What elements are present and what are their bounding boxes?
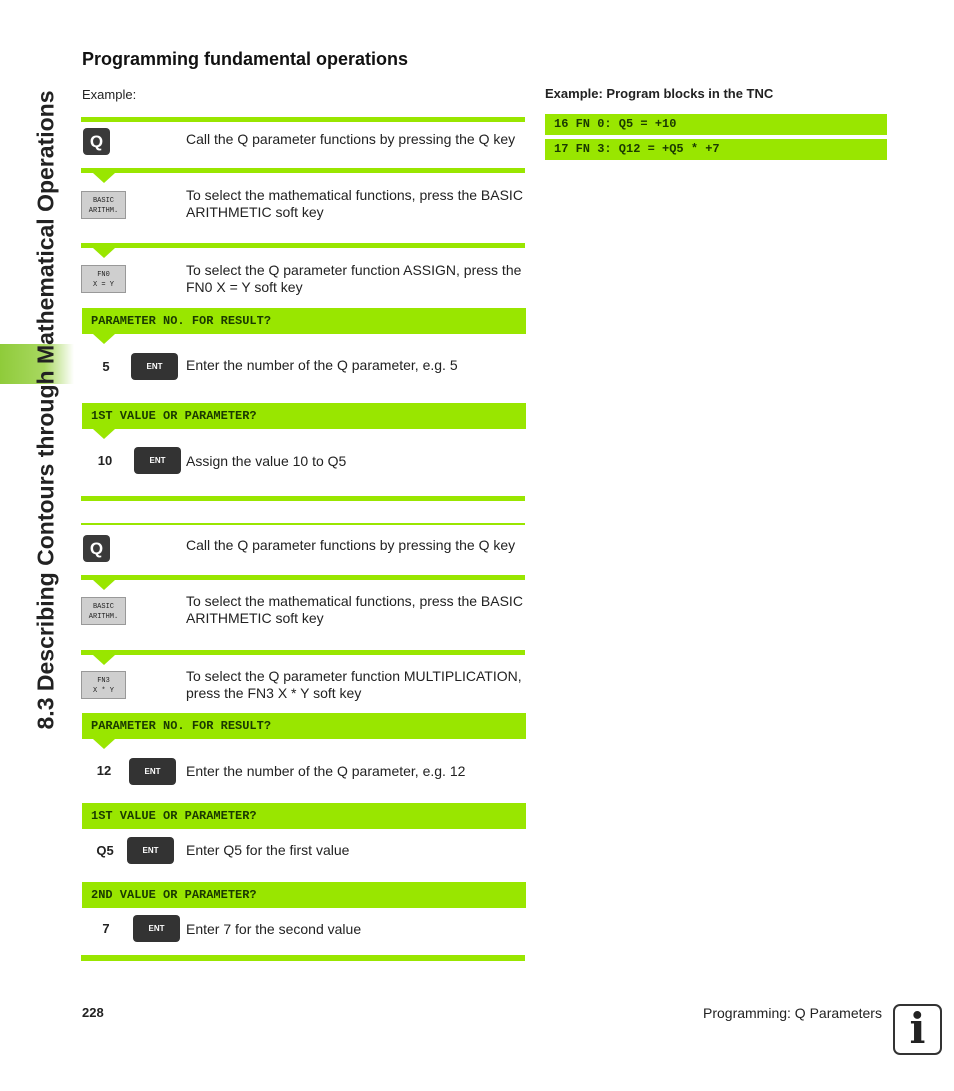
step-description: To select the mathematical functions, press the BASIC ARITHMETIC soft key xyxy=(186,187,523,220)
separator-line xyxy=(81,575,525,580)
ent-key: ENT xyxy=(133,915,180,942)
chapter-side-title xyxy=(20,50,72,770)
step-arrow xyxy=(93,173,115,183)
step-description: To select the Q parameter function MULTIPLICATION, press the FN3 X * Y soft key xyxy=(186,668,522,701)
softkey-label: BASIC xyxy=(92,197,114,205)
chapter-side-title-text: 8.3 Describing Contours through Mathematical Operations xyxy=(32,90,59,730)
separator-line xyxy=(81,523,525,525)
step-description: To select the Q parameter function ASSIGN, press the FN0 X = Y soft key xyxy=(186,262,522,295)
section-heading: Programming fundamental operations xyxy=(82,49,409,69)
separator-line xyxy=(81,117,525,122)
dialog-prompt: 2ND VALUE OR PARAMETER? xyxy=(82,882,526,908)
code-line: 16 FN 0: Q5 = +10 xyxy=(545,114,887,135)
basic-arithmetic-softkey xyxy=(81,597,126,625)
step-description: To select the mathematical functions, press the BASIC ARITHMETIC soft key xyxy=(186,593,523,626)
ent-key: ENT xyxy=(134,447,181,474)
input-value: 10 xyxy=(97,453,113,468)
separator-line xyxy=(81,650,525,655)
dialog-prompt: 1ST VALUE OR PARAMETER? xyxy=(82,803,526,829)
softkey-label: FN0 xyxy=(97,271,110,279)
info-icon: i xyxy=(893,1004,942,1055)
step-description: Enter Q5 for the first value xyxy=(186,842,350,858)
input-value: 5 xyxy=(102,359,110,374)
softkey-label: X * Y xyxy=(92,687,114,695)
step-arrow xyxy=(93,429,115,439)
step-arrow xyxy=(93,334,115,344)
separator-line xyxy=(81,168,525,173)
basic-arithmetic-softkey xyxy=(81,191,126,219)
dialog-prompt: 1ST VALUE OR PARAMETER? xyxy=(82,403,526,429)
step-arrow xyxy=(93,655,115,665)
softkey-label: ARITHM. xyxy=(88,613,119,621)
softkey-label: X = Y xyxy=(92,281,114,289)
ent-key: ENT xyxy=(129,758,176,785)
code-line: 17 FN 3: Q12 = +Q5 * +7 xyxy=(545,139,887,160)
step-description: Assign the value 10 to Q5 xyxy=(186,453,347,469)
separator-line xyxy=(81,496,525,501)
footer-chapter-title: Programming: Q Parameters xyxy=(703,1005,882,1021)
ent-key: ENT xyxy=(127,837,174,864)
step-arrow xyxy=(93,739,115,749)
dialog-prompt: PARAMETER NO. FOR RESULT? xyxy=(82,713,526,739)
dialog-prompt: PARAMETER NO. FOR RESULT? xyxy=(82,308,526,334)
step-description: Call the Q parameter functions by pressing the Q key xyxy=(186,537,516,553)
softkey-label: BASIC xyxy=(92,603,114,611)
fn3-softkey xyxy=(81,671,126,699)
example-label: Example: xyxy=(82,87,137,102)
input-value: 7 xyxy=(102,921,110,936)
step-description: Enter the number of the Q parameter, e.g. 5 xyxy=(186,357,458,373)
program-example-heading: Example: Program blocks in the TNC xyxy=(545,86,774,101)
step-description: Enter 7 for the second value xyxy=(186,921,362,937)
ent-key: ENT xyxy=(131,353,178,380)
step-description: Enter the number of the Q parameter, e.g. 12 xyxy=(186,763,466,779)
step-description: Call the Q parameter functions by pressing the Q key xyxy=(186,131,516,147)
input-value: Q5 xyxy=(96,843,114,858)
step-arrow xyxy=(93,580,115,590)
softkey-label: FN3 xyxy=(97,677,110,685)
separator-line xyxy=(81,955,525,961)
input-value: 12 xyxy=(96,763,112,778)
separator-line xyxy=(81,243,525,248)
page-number: 228 xyxy=(82,1005,104,1020)
fn0-softkey xyxy=(81,265,126,293)
q-key: Q xyxy=(83,128,110,155)
q-key: Q xyxy=(83,535,110,562)
softkey-label: ARITHM. xyxy=(88,207,119,215)
step-arrow xyxy=(93,248,115,258)
